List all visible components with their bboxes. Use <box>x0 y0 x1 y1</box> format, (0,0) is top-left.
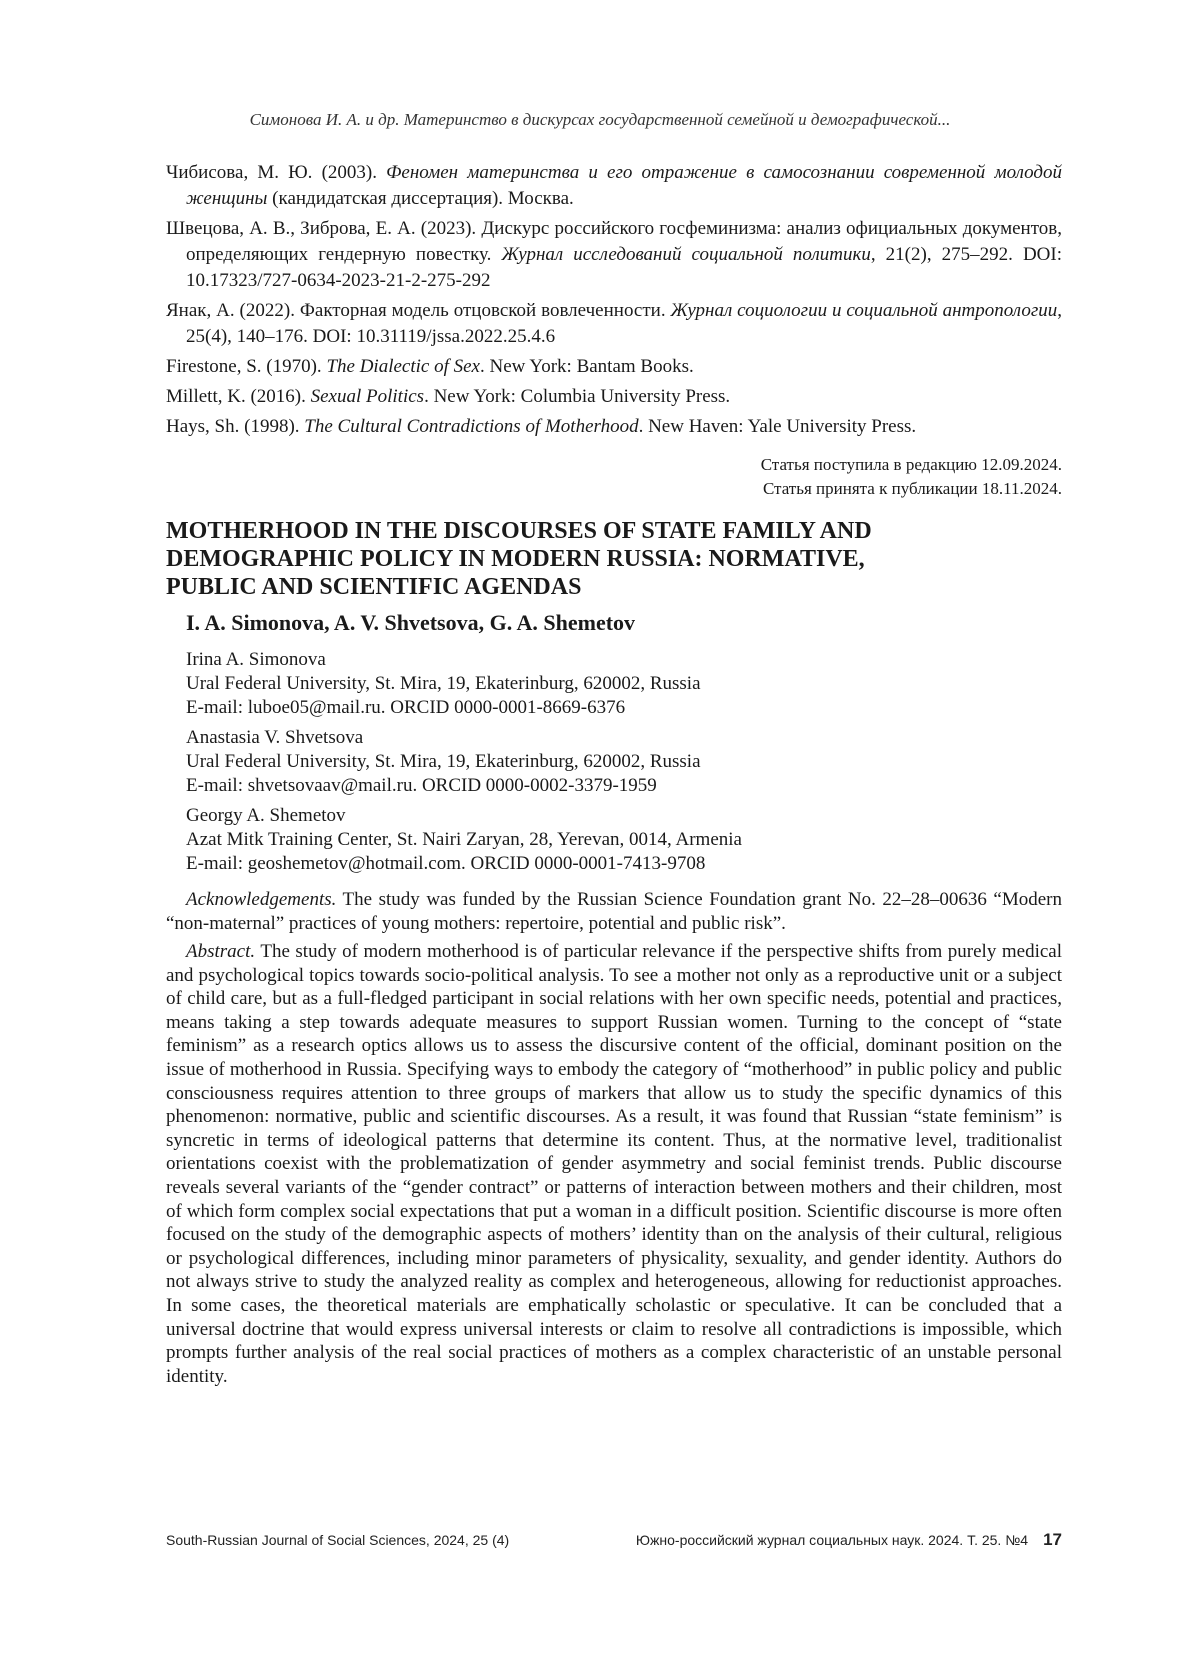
author-organization: Ural Federal University, St. Mira, 19, Ekaterinburg, 620002, Russia <box>186 673 701 694</box>
reference-title: The Dialectic of Sex <box>326 356 480 377</box>
article-authors: I. A. Simonova, A. V. Shvetsova, G. A. Shemetov <box>186 610 636 635</box>
abstract-label: Abstract. <box>186 941 256 962</box>
affiliation-block <box>186 804 1066 876</box>
abstract <box>166 940 1062 1388</box>
article-dates <box>761 453 1062 501</box>
author-contact: E-mail: shvetsovaav@mail.ru. ORCID 0000-0002-3379-1959 <box>186 775 657 796</box>
page-number: 17 <box>1043 1530 1062 1549</box>
reference-text: , 21(2), 275–292. DOI: 10.17323/727-0634-2023-21-2-275-292 <box>186 244 1062 291</box>
affiliation-block <box>186 648 1066 720</box>
accepted-date: Статья принята к публикации 18.11.2024. <box>762 479 1062 498</box>
author-affiliations <box>186 648 1066 882</box>
reference-text: Millett, K. (2016). <box>166 386 311 407</box>
reference-text: Янак, А. (2022). Факторная модель отцовской вовлеченности. <box>166 300 671 321</box>
acknowledgements <box>166 888 1062 936</box>
reference-title: Журнал социологии и социальной антропологии <box>670 300 1058 321</box>
affiliation-block <box>186 726 1066 798</box>
abstract-text: The study of modern motherhood is of particular relevance if the perspective shifts from purely medical and psychological topics towards socio-political analysis. To see a mother not only as a reproductive unit or a subject of child care, but as a full-fledged participant in social relations with her own specific needs, potential and practices, means taking a step towards adequate measures to support Russian women. Turning to the concept of “state feminism” as a research optics allows us to assess the discursive content of the official, dominant position on the issue of motherhood in Russia. Specifying ways to embody the category of “motherhood” in public policy and public consciousness requires attention to three groups of markers that allow us to study the specific dynamics of this phenomenon: normative, public and scientific discourses. As a result, it was found that Russian “state feminism” is syncretic in terms of ideological patterns that determine its content. Thus, at the normative level, traditionalist orientations coexist with the problematization of gender asymmetry and social feminist trends. Public discourse reveals several variants of the “gender contract” or patterns of interaction between mothers and their children, most of which form complex social expectations that put a woman in a difficult position. Scientific discourse is more often focused on the study of the demographic aspects of mothers’ identity than on the analysis of their cultural, religious or psychological differences, including minor parameters of physicality, sexuality, and gender identity. Authors do not always strive to study the analyzed reality as complex and heterogeneous, allowing for reductionist approaches. In some cases, the theoretical materials are emphatically scholastic or speculative. It can be concluded that a universal doctrine that would express universal interests or claim to resolve all contradictions is impossible, which prompts further analysis of the real social practices of mothers as a complex characteristic of an unstable personal identity. <box>166 941 1062 1387</box>
reference-text: (кандидатская диссертация). Москва. <box>267 188 574 209</box>
reference-item <box>166 216 1062 294</box>
reference-item <box>166 414 1062 440</box>
author-organization: Ural Federal University, St. Mira, 19, Ekaterinburg, 620002, Russia <box>186 751 701 772</box>
reference-item <box>166 298 1062 350</box>
article-title: MOTHERHOOD IN THE DISCOURSES OF STATE FAMILY AND DEMOGRAPHIC POLICY IN MODERN RUSSIA: NORMATIVE, PUBLIC AND SCIENTIFIC AGENDAS <box>166 518 872 600</box>
reference-text: Hays, Sh. (1998). <box>166 416 305 437</box>
footer-journal-en: South-Russian Journal of Social Sciences, 2024, 25 (4) <box>166 1532 510 1548</box>
acknowledgements-text: The study was funded by the Russian Science Foundation grant No. 22–28–00636 “Modern “non-maternal” practices of young mothers: repertoire, potential and public risk”. <box>166 889 1062 934</box>
received-date: Статья поступила в редакцию 12.09.2024. <box>760 455 1062 474</box>
author-contact: E-mail: geoshemetov@hotmail.com. ORCID 0000-0001-7413-9708 <box>186 853 706 874</box>
page-footer <box>166 1530 1062 1554</box>
running-header: Симонова И. А. и др. Материнство в дискурсах государственной семейной и демографической... <box>249 110 951 129</box>
reference-item <box>166 354 1062 380</box>
reference-text: Швецова, А. В., Зиброва, Е. А. (2023). Дискурс российского госфеминизма: анализ официальных документов, определяющих гендерную повестку. <box>166 218 1062 265</box>
author-name: Irina A. Simonova <box>186 649 326 670</box>
reference-text: . New Haven: Yale University Press. <box>638 416 917 437</box>
author-contact: E-mail: luboe05@mail.ru. ORCID 0000-0001-8669-6376 <box>186 697 626 718</box>
reference-title: Феномен материнства и его отражение в самосознании современной молодой женщины <box>186 162 1062 209</box>
reference-text: . New York: Columbia University Press. <box>424 386 731 407</box>
author-name: Anastasia V. Shvetsova <box>186 727 364 748</box>
acknowledgements-label: Acknowledgements. <box>186 889 337 910</box>
reference-list <box>166 160 1062 444</box>
reference-title: The Cultural Contradictions of Motherhood <box>304 416 639 437</box>
reference-text: , 25(4), 140–176. DOI: 10.31119/jssa.2022.25.4.6 <box>186 300 1062 347</box>
reference-text: . New York: Bantam Books. <box>479 356 694 377</box>
author-name: Georgy A. Shemetov <box>186 805 346 826</box>
reference-item <box>166 384 1062 410</box>
reference-text: Firestone, S. (1970). <box>166 356 327 377</box>
reference-title: Sexual Politics <box>310 386 425 407</box>
footer-journal-ru: Южно-российский журнал социальных наук. 2024. Т. 25. №4 <box>635 1532 1028 1548</box>
reference-item <box>166 160 1062 212</box>
author-organization: Azat Mitk Training Center, St. Nairi Zaryan, 28, Yerevan, 0014, Armenia <box>186 829 742 850</box>
reference-text: Чибисова, М. Ю. (2003). <box>166 162 387 183</box>
reference-title: Журнал исследований социальной политики <box>501 244 871 265</box>
